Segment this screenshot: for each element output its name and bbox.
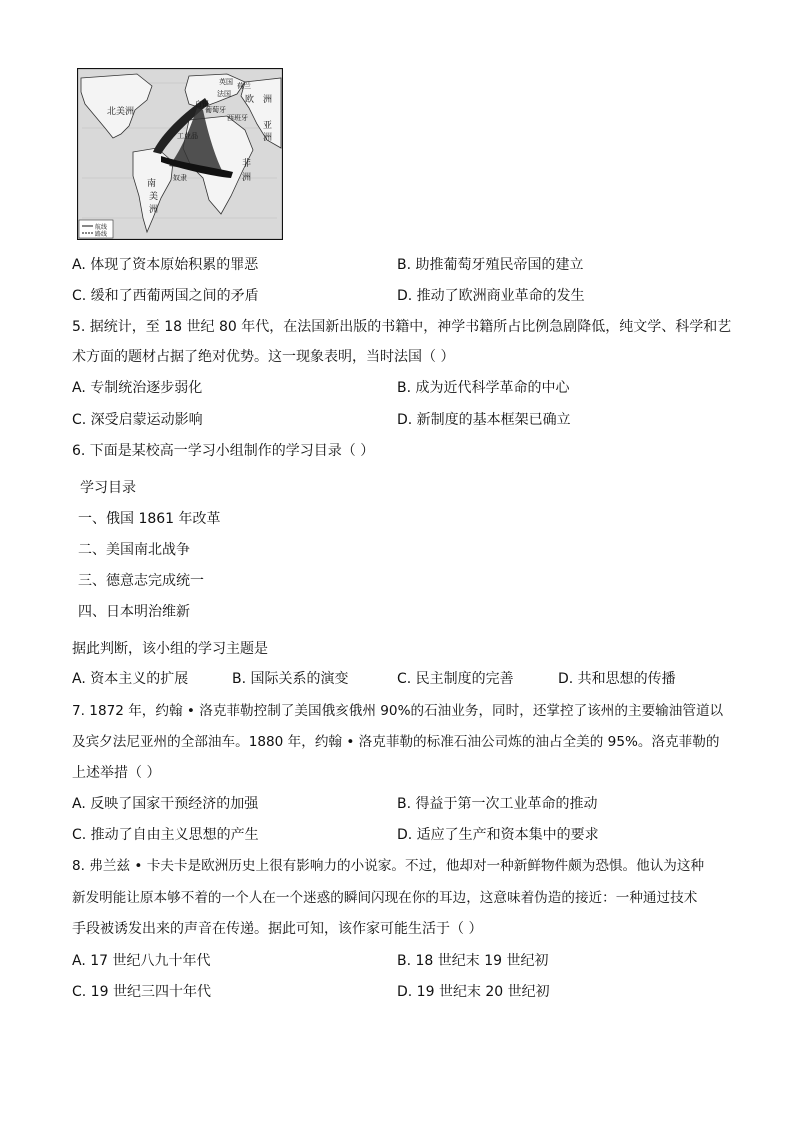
q8-stem-line-3: 手段被诱发出来的声音在传递。据此可知，该作家可能生活于（ ） [72, 921, 483, 937]
q6-toc-item-2: 二、美国南北战争 [78, 542, 190, 558]
label-africa-1: 非 [242, 159, 252, 169]
label-goods: 工业品 [177, 132, 198, 140]
q6-option-a[interactable]: A. 资本主义的扩展 [72, 671, 189, 687]
q5-option-a[interactable]: A. 专制统治逐步弱化 [72, 380, 203, 396]
q8-stem-line-2: 新发明能让原本够不着的一个人在一个迷惑的瞬间闪现在你的耳边，这意味着伪造的接近：一种通过技术 [72, 890, 698, 906]
label-netherlands: 荷兰 [237, 82, 251, 90]
label-europe-1: 欧 [245, 95, 255, 105]
q7-stem-line-3: 上述举措（ ） [72, 765, 161, 781]
q5-stem-line-2: 术方面的题材占据了绝对优势。这一现象表明，当时法国（ ） [72, 349, 455, 365]
label-africa-2: 洲 [242, 173, 252, 183]
q5-stem-line-1: 5. 据统计，至 18 世纪 80 年代，在法国新出版的书籍中，神学书籍所占比例急剧降低，纯文学、科学和艺 [72, 319, 732, 335]
q8-option-b[interactable]: B. 18 世纪末 19 世纪初 [397, 953, 549, 969]
q7-option-a[interactable]: A. 反映了国家干预经济的加强 [72, 796, 259, 812]
q8-stem-line-1: 8. 弗兰兹 • 卡夫卡是欧洲历史上很有影响力的小说家。不过，他却对一种新鲜物件颇为恐惧。他认为这种 [72, 858, 705, 874]
q4-option-b[interactable]: B. 助推葡萄牙殖民帝国的建立 [397, 257, 584, 273]
map-svg [77, 68, 283, 240]
label-england: 英国 [219, 78, 233, 86]
q6-stem: 6. 下面是某校高一学习小组制作的学习目录（ ） [72, 443, 375, 459]
q6-option-c[interactable]: C. 民主制度的完善 [397, 671, 514, 687]
label-europe-2: 洲 [263, 95, 273, 105]
q4-option-a[interactable]: A. 体现了资本原始积累的罪恶 [72, 257, 259, 273]
legend-label-1: 航线 [95, 224, 108, 231]
q5-option-c[interactable]: C. 深受启蒙运动影响 [72, 412, 203, 428]
label-france: 法国 [217, 90, 231, 98]
q8-option-c[interactable]: C. 19 世纪三四十年代 [72, 984, 211, 1000]
q6-option-d[interactable]: D. 共和思想的传播 [558, 671, 676, 687]
q5-option-d[interactable]: D. 新制度的基本框架已确立 [397, 412, 571, 428]
label-spain: 西班牙 [227, 114, 248, 122]
q8-option-d[interactable]: D. 19 世纪末 20 世纪初 [397, 984, 550, 1000]
label-slaves: 奴隶 [173, 174, 187, 182]
q7-stem-line-2: 及宾夕法尼亚州的全部油车。1880 年，约翰 • 洛克菲勒的标准石油公司炼的油占全美的 95%。洛克菲勒的 [72, 734, 720, 750]
q7-option-c[interactable]: C. 推动了自由主义思想的产生 [72, 827, 259, 843]
q4-option-d[interactable]: D. 推动了欧洲商业革命的发生 [397, 288, 585, 304]
q6-toc-item-3: 三、德意志完成统一 [78, 573, 204, 589]
label-north-america: 北美洲 [107, 107, 135, 117]
label-south-america-1: 南 [147, 179, 157, 189]
label-south-america-3: 洲 [149, 205, 159, 215]
legend-label-2: 路线 [95, 231, 108, 238]
q7-option-d[interactable]: D. 适应了生产和资本集中的要求 [397, 827, 599, 843]
label-portugal: 葡萄牙 [205, 106, 226, 114]
q6-toc-item-4: 四、日本明治维新 [78, 604, 190, 620]
label-asia-2: 洲 [263, 133, 273, 143]
q6-question: 据此判断，该小组的学习主题是 [72, 641, 268, 657]
trade-route-map [77, 68, 283, 240]
q8-option-a[interactable]: A. 17 世纪八九十年代 [72, 953, 211, 969]
q7-stem-line-1: 7. 1872 年，约翰 • 洛克菲勒控制了美国俄亥俄州 90%的石油业务，同时，还掌控了该州的主要输油管道以 [72, 703, 724, 719]
label-asia-1: 亚 [263, 121, 273, 131]
label-south-america-2: 美 [149, 192, 159, 202]
q4-option-c[interactable]: C. 缓和了西葡两国之间的矛盾 [72, 288, 259, 304]
q6-toc-title: 学习目录 [80, 480, 136, 496]
label-silver: 白银 [195, 100, 209, 108]
q6-toc-item-1: 一、俄国 1861 年改革 [78, 511, 221, 527]
q7-option-b[interactable]: B. 得益于第一次工业革命的推动 [397, 796, 598, 812]
q5-option-b[interactable]: B. 成为近代科学革命的中心 [397, 380, 570, 396]
q6-option-b[interactable]: B. 国际关系的演变 [232, 671, 349, 687]
